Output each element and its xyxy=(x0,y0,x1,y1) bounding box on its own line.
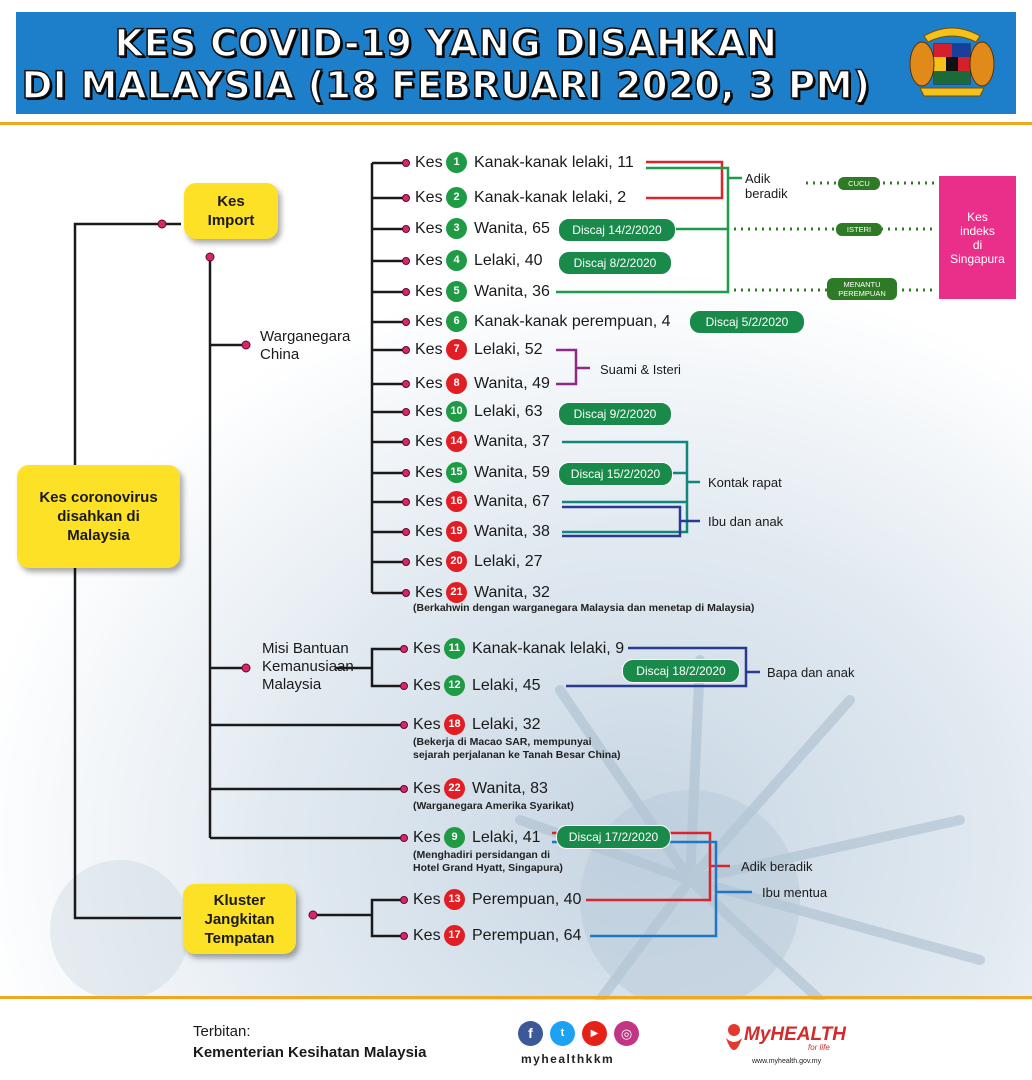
case-19-badge: 19 xyxy=(446,521,467,542)
case-1-badge: 1 xyxy=(446,152,467,173)
case-12-badge: 12 xyxy=(444,675,465,696)
case-11-kes-label: Kes xyxy=(413,640,441,657)
note-case-9: (Menghadiri persidangan di Hotel Grand Hyatt, Singapura) xyxy=(413,849,563,874)
singapore-index-case-box: Kes indeks di Singapura xyxy=(939,176,1016,299)
twitter-icon[interactable]: t xyxy=(550,1021,575,1046)
case-10-kes-label: Kes xyxy=(415,403,443,420)
case-20-kes-label: Kes xyxy=(415,553,443,570)
kes-import-box: Kes Import xyxy=(184,183,278,239)
page-title-line-2: DI MALAYSIA (18 FEBRUARI 2020, 3 PM) xyxy=(21,64,871,107)
case-22-badge: 22 xyxy=(444,778,465,799)
case-4-badge: 4 xyxy=(446,250,467,271)
relation-adik-beradik-2: Adik beradik xyxy=(741,859,813,874)
case-18-badge: 18 xyxy=(444,714,465,735)
case-6-kes-label: Kes xyxy=(415,313,443,330)
social-handle: myhealthkkm xyxy=(521,1052,615,1066)
myhealth-logo-tagline: for life xyxy=(808,1043,830,1052)
case-12-dot xyxy=(401,683,408,690)
case-14-dot xyxy=(403,439,410,446)
group-misi-bantuan: Misi Bantuan Kemanusiaan Malaysia xyxy=(262,640,354,693)
discharge-pill-case-6: Discaj 5/2/2020 xyxy=(689,310,805,334)
case-16-kes-label: Kes xyxy=(415,493,443,510)
case-14-description: Wanita, 37 xyxy=(474,433,550,450)
case-18-description: Lelaki, 32 xyxy=(472,716,541,733)
connector-dots xyxy=(158,220,317,919)
note-case-18: (Bekerja di Macao SAR, mempunyai sejarah perjalanan ke Tanah Besar China) xyxy=(413,736,621,761)
case-16-dot xyxy=(403,499,410,506)
case-18-dot xyxy=(401,722,408,729)
case-13-kes-label: Kes xyxy=(413,891,441,908)
case-3-description: Wanita, 65 xyxy=(474,220,550,237)
case-1-kes-label: Kes xyxy=(415,154,443,171)
case-11-dot xyxy=(401,646,408,653)
case-6-dot xyxy=(403,319,410,326)
case-14-badge: 14 xyxy=(446,431,467,452)
case-17-description: Perempuan, 64 xyxy=(472,927,582,944)
case-21-kes-label: Kes xyxy=(415,584,443,601)
discharge-pill-case-3: Discaj 14/2/2020 xyxy=(558,218,676,242)
case-1-dot xyxy=(403,160,410,167)
case-6-badge: 6 xyxy=(446,311,467,332)
discharge-pill-case-10: Discaj 9/2/2020 xyxy=(558,402,672,426)
case-21-badge: 21 xyxy=(446,582,467,603)
case-20-dot xyxy=(403,559,410,566)
case-21-dot xyxy=(403,590,410,597)
case-8-badge: 8 xyxy=(446,373,467,394)
case-19-description: Wanita, 38 xyxy=(474,523,550,540)
case-22-dot xyxy=(401,786,408,793)
footer-ministry-name: Kementerian Kesihatan Malaysia xyxy=(193,1044,427,1061)
case-20-badge: 20 xyxy=(446,551,467,572)
case-4-description: Lelaki, 40 xyxy=(474,252,543,269)
instagram-icon[interactable]: ◎ xyxy=(614,1021,639,1046)
case-10-dot xyxy=(403,409,410,416)
case-19-kes-label: Kes xyxy=(415,523,443,540)
case-1-description: Kanak-kanak lelaki, 11 xyxy=(474,154,634,171)
root-box: Kes coronovirus disahkan di Malaysia xyxy=(17,465,180,568)
case-18-kes-label: Kes xyxy=(413,716,441,733)
case-17-dot xyxy=(401,933,408,940)
relation-ibu-dan-anak: Ibu dan anak xyxy=(708,514,784,529)
case-2-dot xyxy=(403,195,410,202)
case-10-description: Lelaki, 63 xyxy=(474,403,543,420)
relation-ibu-mentua: Ibu mentua xyxy=(762,885,828,900)
case-15-dot xyxy=(403,470,410,477)
case-3-badge: 3 xyxy=(446,218,467,239)
case-13-description: Perempuan, 40 xyxy=(472,891,582,908)
case-15-description: Wanita, 59 xyxy=(474,464,550,481)
case-16-badge: 16 xyxy=(446,491,467,512)
case-11-badge: 11 xyxy=(444,638,465,659)
case-9-kes-label: Kes xyxy=(413,829,441,846)
case-7-dot xyxy=(403,347,410,354)
relation-bapa-dan-anak: Bapa dan anak xyxy=(767,665,855,680)
tag-isteri: ISTERI xyxy=(836,223,882,236)
discharge-pill-case-11-12: Discaj 18/2/2020 xyxy=(622,659,740,683)
case-5-badge: 5 xyxy=(446,281,467,302)
case-9-badge: 9 xyxy=(444,827,465,848)
case-5-kes-label: Kes xyxy=(415,283,443,300)
case-8-kes-label: Kes xyxy=(415,375,443,392)
case-22-kes-label: Kes xyxy=(413,780,441,797)
case-7-kes-label: Kes xyxy=(415,341,443,358)
case-9-dot xyxy=(401,835,408,842)
note-case-22: (Warganegara Amerika Syarikat) xyxy=(413,800,574,812)
case-8-dot xyxy=(403,381,410,388)
case-17-badge: 17 xyxy=(444,925,465,946)
relation-kontak-rapat: Kontak rapat xyxy=(708,475,782,490)
case-2-kes-label: Kes xyxy=(415,189,443,206)
case-15-badge: 15 xyxy=(446,462,467,483)
case-12-description: Lelaki, 45 xyxy=(472,677,541,694)
case-6-description: Kanak-kanak perempuan, 4 xyxy=(474,313,671,330)
case-3-dot xyxy=(403,226,410,233)
case-7-description: Lelaki, 52 xyxy=(474,341,543,358)
relation-suami-isteri: Suami & Isteri xyxy=(600,362,681,377)
kluster-jangkitan-box: Kluster Jangkitan Tempatan xyxy=(183,884,296,954)
tag-cucu: CUCU xyxy=(838,177,880,190)
case-3-kes-label: Kes xyxy=(415,220,443,237)
youtube-icon[interactable]: ▶ xyxy=(582,1021,607,1046)
case-4-dot xyxy=(403,258,410,265)
case-21-description: Wanita, 32 xyxy=(474,584,550,601)
page-title-line-1: KES COVID-19 YANG DISAHKAN xyxy=(114,22,778,65)
note-case-21: (Berkahwin dengan warganegara Malaysia dan menetap di Malaysia) xyxy=(413,602,755,614)
case-7-badge: 7 xyxy=(446,339,467,360)
case-10-badge: 10 xyxy=(446,401,467,422)
case-19-dot xyxy=(403,529,410,536)
case-16-description: Wanita, 67 xyxy=(474,493,550,510)
case-17-kes-label: Kes xyxy=(413,927,441,944)
case-4-kes-label: Kes xyxy=(415,252,443,269)
case-22-description: Wanita, 83 xyxy=(472,780,548,797)
facebook-icon[interactable]: f xyxy=(518,1021,543,1046)
case-5-dot xyxy=(403,289,410,296)
case-5-description: Wanita, 36 xyxy=(474,283,550,300)
case-15-kes-label: Kes xyxy=(415,464,443,481)
case-14-kes-label: Kes xyxy=(415,433,443,450)
myhealth-url: www.myhealth.gov.my xyxy=(752,1058,822,1065)
case-20-description: Lelaki, 27 xyxy=(474,553,543,570)
group-warganegara-china: Warganegara China xyxy=(260,328,351,363)
tag-menantu-perempuan: MENANTU PEREMPUAN xyxy=(827,278,897,300)
case-2-description: Kanak-kanak lelaki, 2 xyxy=(474,189,627,206)
case-11-description: Kanak-kanak lelaki, 9 xyxy=(472,640,625,657)
discharge-pill-case-4: Discaj 8/2/2020 xyxy=(558,251,672,275)
relation-adik-beradik-1: Adik beradik xyxy=(745,171,788,201)
case-13-dot xyxy=(401,897,408,904)
myhealth-logo-icon xyxy=(722,1022,746,1060)
case-13-badge: 13 xyxy=(444,889,465,910)
case-8-description: Wanita, 49 xyxy=(474,375,550,392)
discharge-pill-case-9: Discaj 17/2/2020 xyxy=(556,825,671,849)
case-9-description: Lelaki, 41 xyxy=(472,829,541,846)
case-12-kes-label: Kes xyxy=(413,677,441,694)
footer-published-label: Terbitan: xyxy=(193,1023,251,1040)
case-2-badge: 2 xyxy=(446,187,467,208)
discharge-pill-case-15: Discaj 15/2/2020 xyxy=(558,462,673,486)
myhealth-logo-text: MyHEALTH xyxy=(744,1024,847,1045)
